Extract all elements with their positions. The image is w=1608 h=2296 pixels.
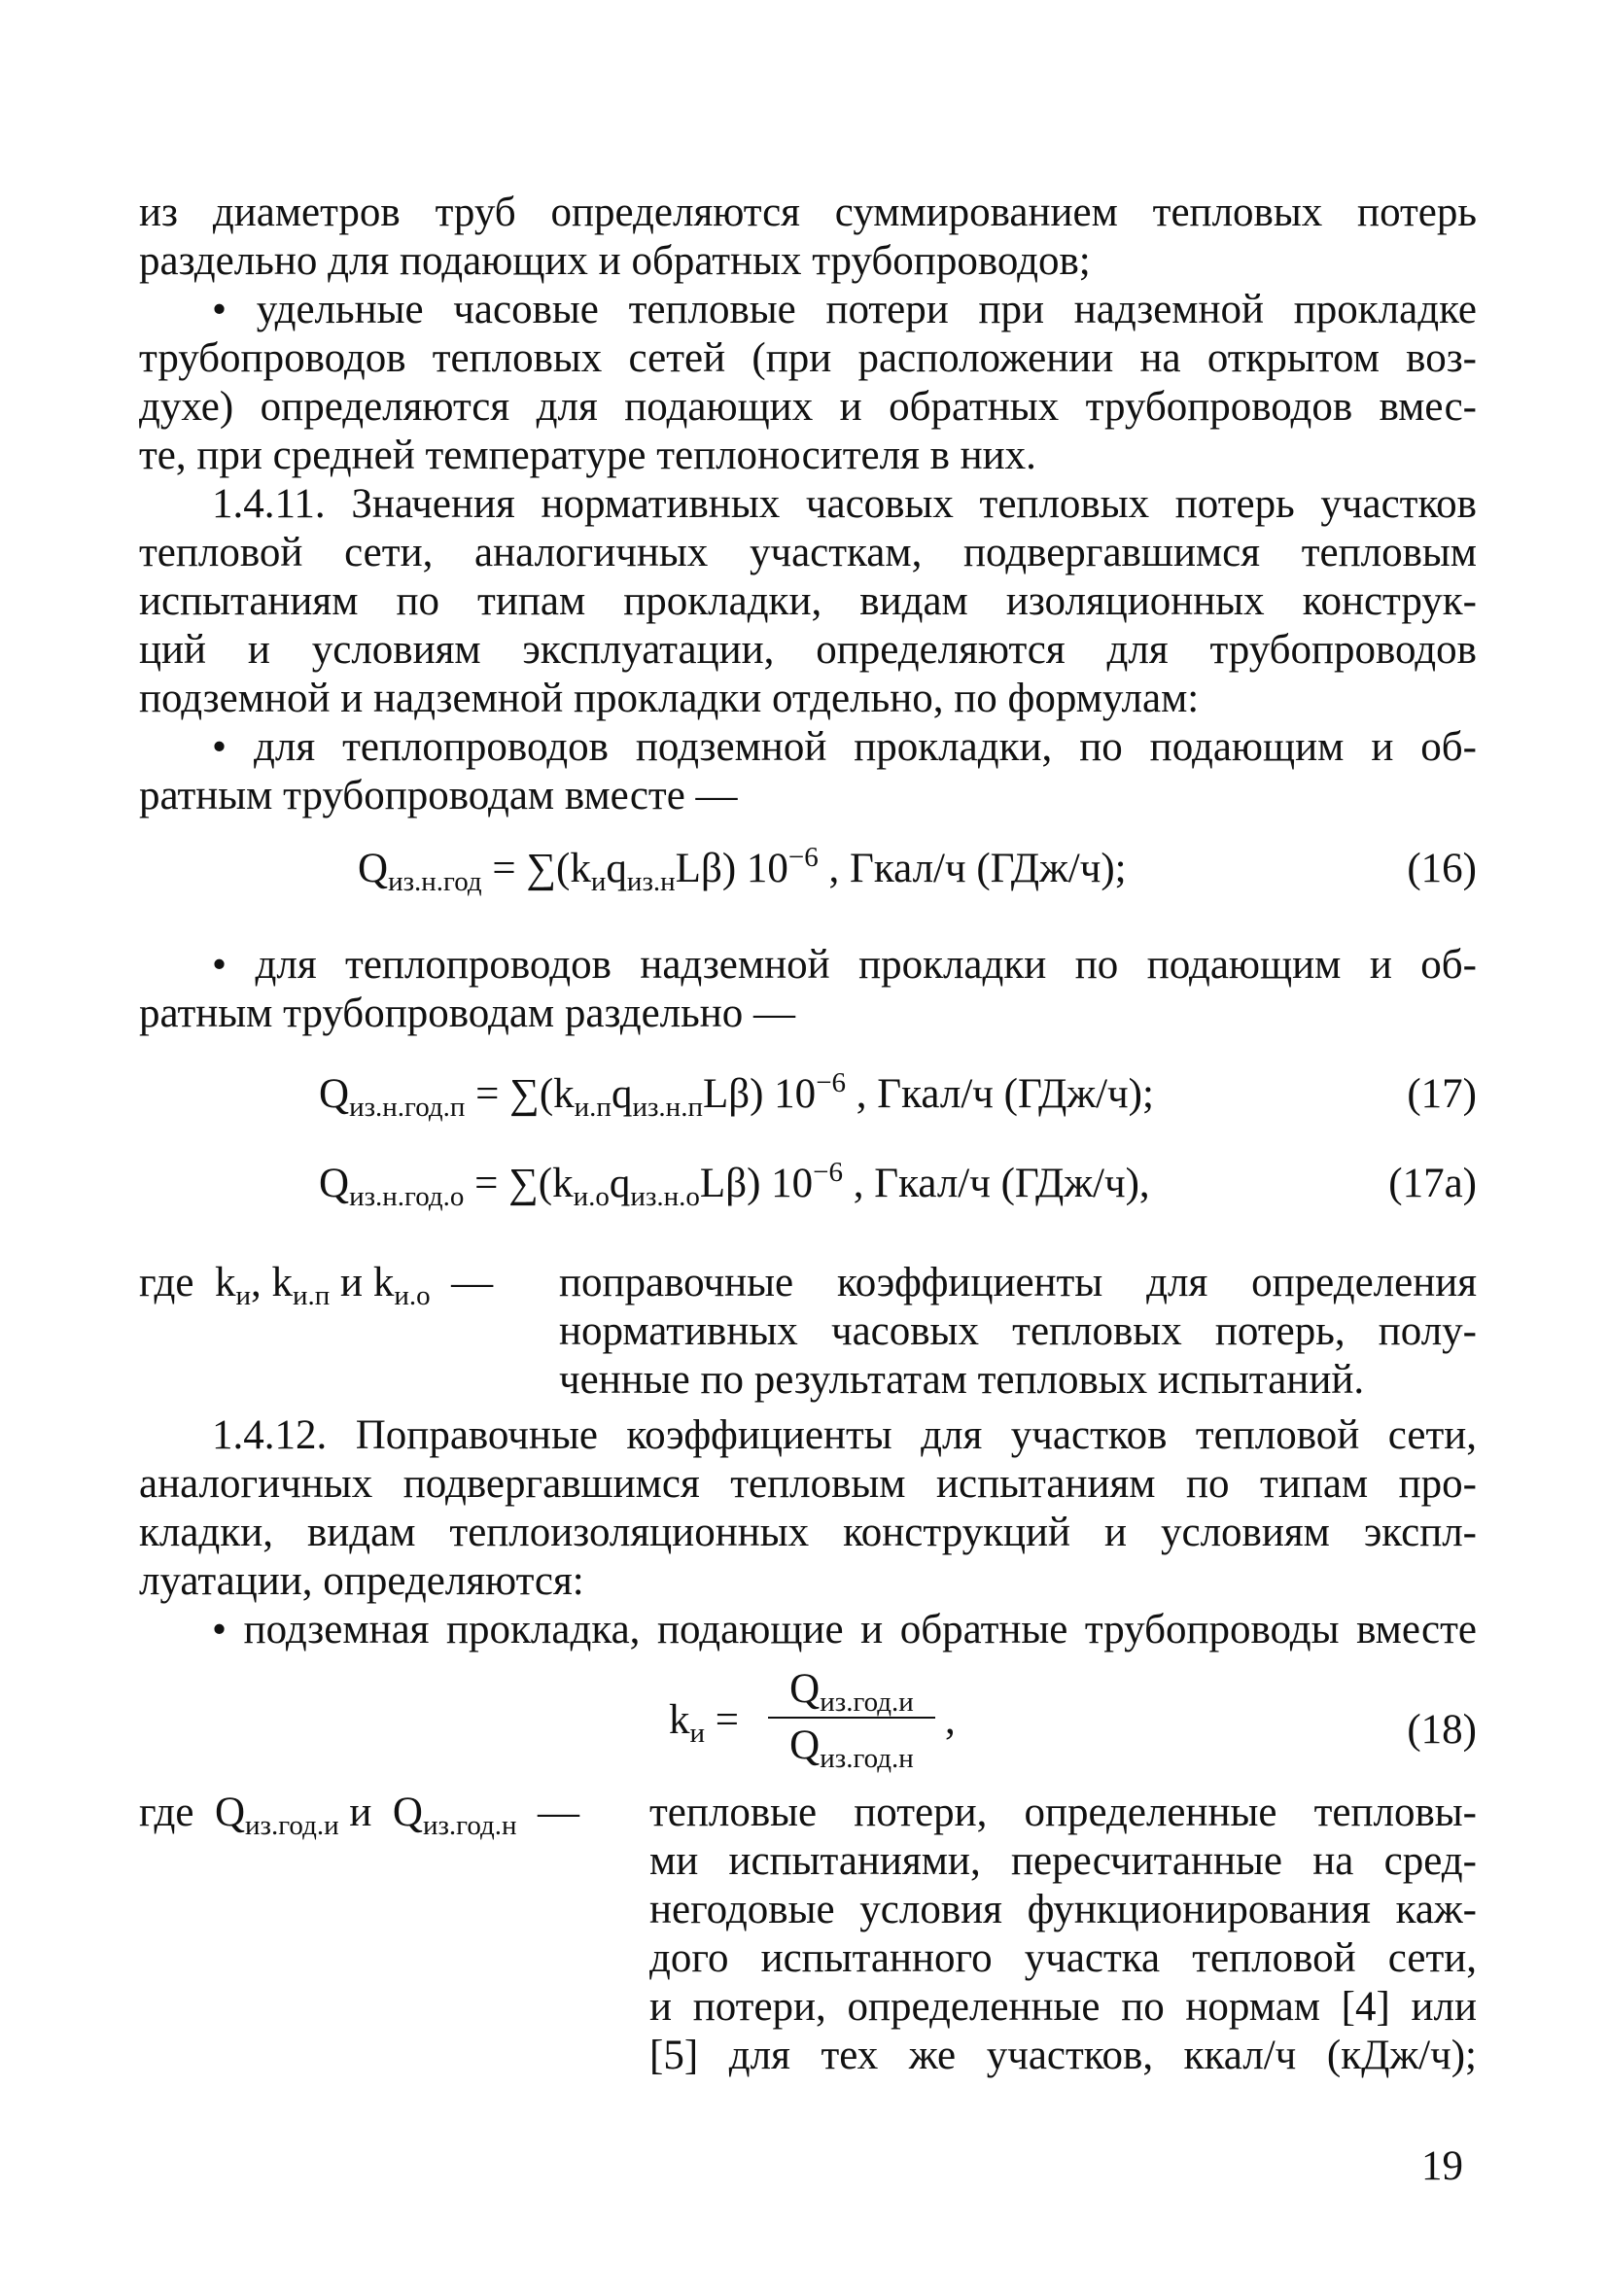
bullet-line: • подземная прокладка, подающие и обратные трубопроводы вместе bbox=[212, 1607, 1477, 1652]
definition-1-terms: где $k_и$, $k_{и.п}$ и $k_{и.о}$ — bbox=[139, 1260, 494, 1311]
definition-2-text: тепловые потери, определенные тепловы- bbox=[649, 1790, 1477, 1835]
text-line: тепловой сети, аналогичных участкам, подвергавшимся тепловым bbox=[139, 530, 1477, 575]
formula-18-lhs: $k_и$ = bbox=[669, 1697, 740, 1749]
definition-2-terms: где $Q_{из.год.и}$ и $Q_{из.год.н}$ — bbox=[139, 1790, 580, 1841]
text-line: подземной и надземной прокладки отдельно, по формулам: bbox=[139, 676, 1200, 721]
text-line: из диаметров труб определяются суммированием тепловых потерь bbox=[139, 190, 1477, 235]
formula-number-18: (18) bbox=[1407, 1707, 1477, 1753]
text-line: кладки, видам теплоизоляционных конструкций и условиям экспл- bbox=[139, 1510, 1477, 1555]
definition-1-text: нормативных часовых тепловых потерь, полу- bbox=[559, 1308, 1477, 1354]
formula-18-fraction bbox=[768, 1664, 935, 1774]
section-1-4-11-line: 1.4.11. Значения нормативных часовых тепловых потерь участков bbox=[212, 481, 1477, 527]
text-line: испытаниям по типам прокладки, видам изоляционных конструк- bbox=[139, 578, 1477, 624]
section-1-4-12-line: 1.4.12. Поправочные коэффициенты для участков тепловой сети, bbox=[212, 1412, 1477, 1458]
fraction-numerator: $Q_{из.год.и}$ bbox=[789, 1666, 914, 1718]
text-line: ратным трубопроводам раздельно — bbox=[139, 991, 795, 1036]
text-line: те, при средней температуре теплоносителя в них. bbox=[139, 433, 1036, 478]
page-number: 19 bbox=[1421, 2143, 1463, 2189]
formula-16: $Q_{из.н.год} = \sum(k_иq_{из.н}L\beta)$ $10^{-6}$ , Гкал/ч (ГДж/ч); bbox=[358, 842, 1127, 897]
bullet-line: • для теплопроводов подземной прокладки, по подающим и об- bbox=[212, 724, 1477, 770]
text-line: раздельно для подающих и обратных трубопроводов; bbox=[139, 238, 1091, 284]
formula-17a: $Q_{из.н.год.о} = \sum(k_{и.о}q_{из.н.о}L\beta)$ $10^{-6}$ , Гкал/ч (ГДж/ч), bbox=[319, 1157, 1150, 1212]
formula-18-comma: , bbox=[945, 1697, 956, 1743]
formula-number-17a: (17а) bbox=[1388, 1161, 1477, 1206]
text-line: ратным трубопроводам вместе — bbox=[139, 773, 738, 818]
text-line: ций и условиям эксплуатации, определяются для трубопроводов bbox=[139, 627, 1477, 673]
text-line: луатации, определяются: bbox=[139, 1558, 584, 1604]
text-line: аналогичных подвергавшимся тепловым испытаниям по типам про- bbox=[139, 1461, 1477, 1507]
fraction-denominator: $Q_{из.год.н}$ bbox=[789, 1722, 914, 1774]
text-line: трубопроводов тепловых сетей (при расположении на открытом воз- bbox=[139, 335, 1477, 381]
definition-2-text: дого испытанного участка тепловой сети, bbox=[649, 1935, 1477, 1981]
definition-2-text: ми испытаниями, пересчитанные на сред- bbox=[649, 1838, 1477, 1884]
bullet-line: • удельные часовые тепловые потери при надземной прокладке bbox=[212, 287, 1477, 332]
formula-17: $Q_{из.н.год.п} = \sum(k_{и.п}q_{из.н.п}L\beta)$ $10^{-6}$ , Гкал/ч (ГДж/ч); bbox=[319, 1067, 1154, 1123]
definition-2-text: и потери, определенные по нормам [4] или bbox=[649, 1984, 1477, 2030]
definition-1-text: ченные по результатам тепловых испытаний. bbox=[559, 1357, 1365, 1403]
bullet-line: • для теплопроводов надземной прокладки по подающим и об- bbox=[212, 942, 1477, 988]
text-line: духе) определяются для подающих и обратных трубопроводов вмес- bbox=[139, 384, 1477, 430]
formula-number-17: (17) bbox=[1407, 1071, 1477, 1117]
definition-2-text: негодовые условия функционирования каж- bbox=[649, 1887, 1477, 1932]
definition-1-text: поправочные коэффициенты для определения bbox=[559, 1260, 1477, 1305]
definition-2-text: [5] для тех же участков, ккал/ч (кДж/ч); bbox=[649, 2033, 1477, 2078]
formula-number-16: (16) bbox=[1407, 846, 1477, 891]
